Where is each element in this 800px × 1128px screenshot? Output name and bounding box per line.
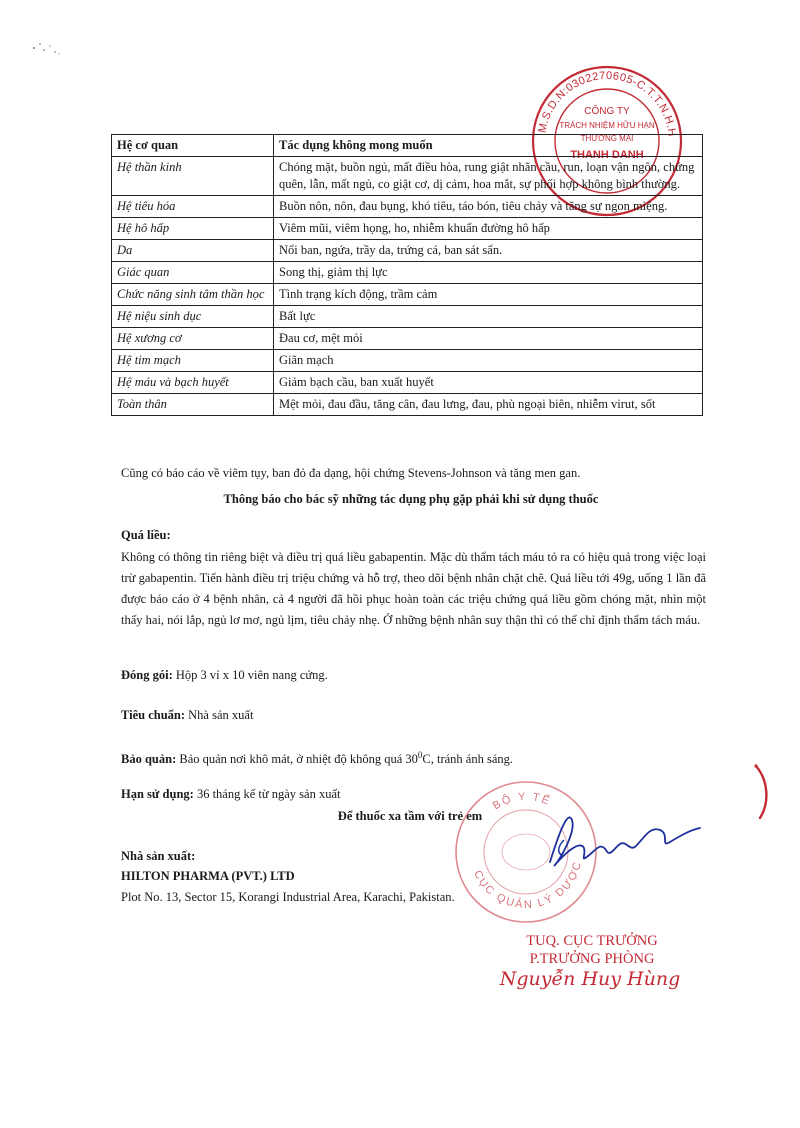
organ-system-cell: Hệ xương cơ (112, 328, 274, 350)
adverse-effect-cell: Song thị, giảm thị lực (274, 262, 703, 284)
overdose-paragraph: Không có thông tin riêng biệt và điều trị quá liều gabapentin. Mặc dù thẩm tách máu tỏ ra có hiệu quả trong việc loại trừ gabapentin. Tiến hành điều trị triệu chứng và hỗ trợ, theo dõi bệnh nhân chặt chẽ. Quá liều tới 49g, uống 1 lần đã được báo cáo ở 4 bệnh nhân, cả 4 người đã hồi phục hoàn toàn các triệu chứng quá liều gồm chóng mặt, nhìn một thấy hai, nói lắp, ngủ lơ mơ, ngủ lịm, tiêu chảy nhẹ. Ở những bệnh nhân suy thận thì có thể chỉ định thẩm tách máu. (121, 550, 706, 627)
organ-system-cell: Hệ thần kinh (112, 157, 274, 196)
organ-system-cell: Hệ niệu sinh dục (112, 306, 274, 328)
table-row (112, 262, 703, 284)
table-header-row (112, 135, 703, 157)
table-row (112, 372, 703, 394)
packaging-line (121, 665, 328, 685)
storage-line (121, 745, 513, 769)
adverse-effects-table (111, 134, 703, 416)
adverse-effect-cell: Mệt mỏi, đau đầu, tăng cân, đau lưng, đau, phù ngoại biên, nhiễm virut, sốt (274, 394, 703, 416)
also-reported-note: Cũng có báo cáo về viêm tụy, ban đỏ đa dạng, hội chứng Stevens-Johnson và tăng men gan. (121, 466, 581, 480)
organ-system-cell: Giác quan (112, 262, 274, 284)
svg-text:THANH DANH: THANH DANH (570, 149, 644, 161)
adverse-effect-cell: Nổi ban, ngứa, trầy da, trứng cá, ban sát sẩn. (274, 240, 703, 262)
adverse-effect-cell: Tình trạng kích động, trầm cảm (274, 284, 703, 306)
organ-system-cell: Toàn thân (112, 394, 274, 416)
manufacturer-address: Plot No. 13, Sector 15, Korangi Industrial Area, Karachi, Pakistan. (121, 890, 455, 904)
standard-line (121, 705, 253, 725)
manufacturer-name: HILTON PHARMA (PVT.) LTD (121, 869, 295, 883)
adverse-effect-cell: Đau cơ, mệt mỏi (274, 328, 703, 350)
organ-system-cell: Chức năng sinh tâm thần học (112, 284, 274, 306)
header-organ-system: Hệ cơ quan (112, 135, 274, 157)
organ-system-cell: Hệ tiêu hóa (112, 196, 274, 218)
table-row (112, 306, 703, 328)
adverse-effect-cell: Chóng mặt, buồn ngủ, mất điều hòa, rung giật nhãn cầu, run, loạn vận ngôn, chứng quên, lẫn, mất ngủ, co giật cơ, dị cảm, hoa mắt, sự phối hợp không bình thường. (274, 157, 703, 196)
packaging-value: Hộp 3 vỉ x 10 viên nang cứng. (175, 668, 328, 682)
signatory-position: P.TRƯỞNG PHÒNG (529, 951, 655, 967)
packaging-label: Đóng gói: (121, 668, 173, 682)
table-row (112, 394, 703, 416)
adverse-effect-cell: Giãn mạch (274, 350, 703, 372)
shelf-life-value: 36 tháng kể từ ngày sản xuất (196, 787, 341, 801)
svg-text:TRÁCH NHIỆM HỮU HẠN: TRÁCH NHIỆM HỮU HẠN (559, 121, 655, 130)
standard-value: Nhà sản xuất (188, 708, 254, 722)
svg-text:THƯƠNG MẠI: THƯƠNG MẠI (580, 134, 634, 143)
keep-away-notice: Để thuốc xa tầm với trẻ em (337, 809, 483, 823)
adverse-effect-cell: Buồn nôn, nôn, đau bụng, khó tiêu, táo bón, tiêu chảy và tăng sự ngon miệng. (274, 196, 703, 218)
storage-label: Bảo quản: (121, 752, 177, 767)
signatory-title: TUQ. CỤC TRƯỞNG (526, 933, 658, 949)
signatory-name: Nguyễn Huy Hùng (499, 968, 681, 990)
shelf-life-line (121, 784, 341, 804)
table-row (112, 284, 703, 306)
table-row (112, 240, 703, 262)
svg-text:CỤC QUẢN LÝ DƯỢC: CỤC QUẢN LÝ DƯỢC (471, 859, 585, 912)
signature-scribble (520, 800, 710, 880)
organ-system-cell: Da (112, 240, 274, 262)
adverse-effect-cell: Bất lực (274, 306, 703, 328)
table-row (112, 328, 703, 350)
table-row (112, 218, 703, 240)
table-row (112, 350, 703, 372)
organ-system-cell: Hệ hô hấp (112, 218, 274, 240)
shelf-life-label: Hạn sử dụng: (121, 787, 194, 801)
header-adverse-effects: Tác dụng không mong muốn (274, 135, 703, 157)
table-row (112, 157, 703, 196)
storage-value: Bảo quản nơi khô mát, ở nhiệt độ không quá 30 (179, 752, 418, 767)
notify-doctor-notice: Thông báo cho bác sỹ những tác dụng phụ gặp phải khi sử dụng thuốc (223, 492, 599, 506)
margin-red-mark (738, 762, 778, 822)
svg-text:BỘ Y TẾ: BỘ Y TẾ (490, 790, 553, 813)
manufacturer-label: Nhà sản xuất: (121, 849, 196, 863)
overdose-heading: Quá liều: (121, 528, 171, 542)
scan-speckle (28, 34, 68, 58)
organ-system-cell: Hệ máu và bạch huyết (112, 372, 274, 394)
svg-text:M.S.D.N:0302270605-C.T.T.N.H.H: M.S.D.N:0302270605-C.T.T.N.H.H (536, 69, 678, 138)
organ-system-cell: Hệ tim mạch (112, 350, 274, 372)
svg-text:CÔNG TY: CÔNG TY (584, 106, 630, 117)
standard-label: Tiêu chuẩn: (121, 708, 186, 722)
table-row (112, 196, 703, 218)
adverse-effect-cell: Giảm bạch cầu, ban xuất huyết (274, 372, 703, 394)
storage-degree: 0 (417, 750, 423, 760)
storage-value-end: C, tránh ánh sáng. (422, 752, 514, 767)
adverse-effect-cell: Viêm mũi, viêm họng, ho, nhiễm khuẩn đường hô hấp (274, 218, 703, 240)
